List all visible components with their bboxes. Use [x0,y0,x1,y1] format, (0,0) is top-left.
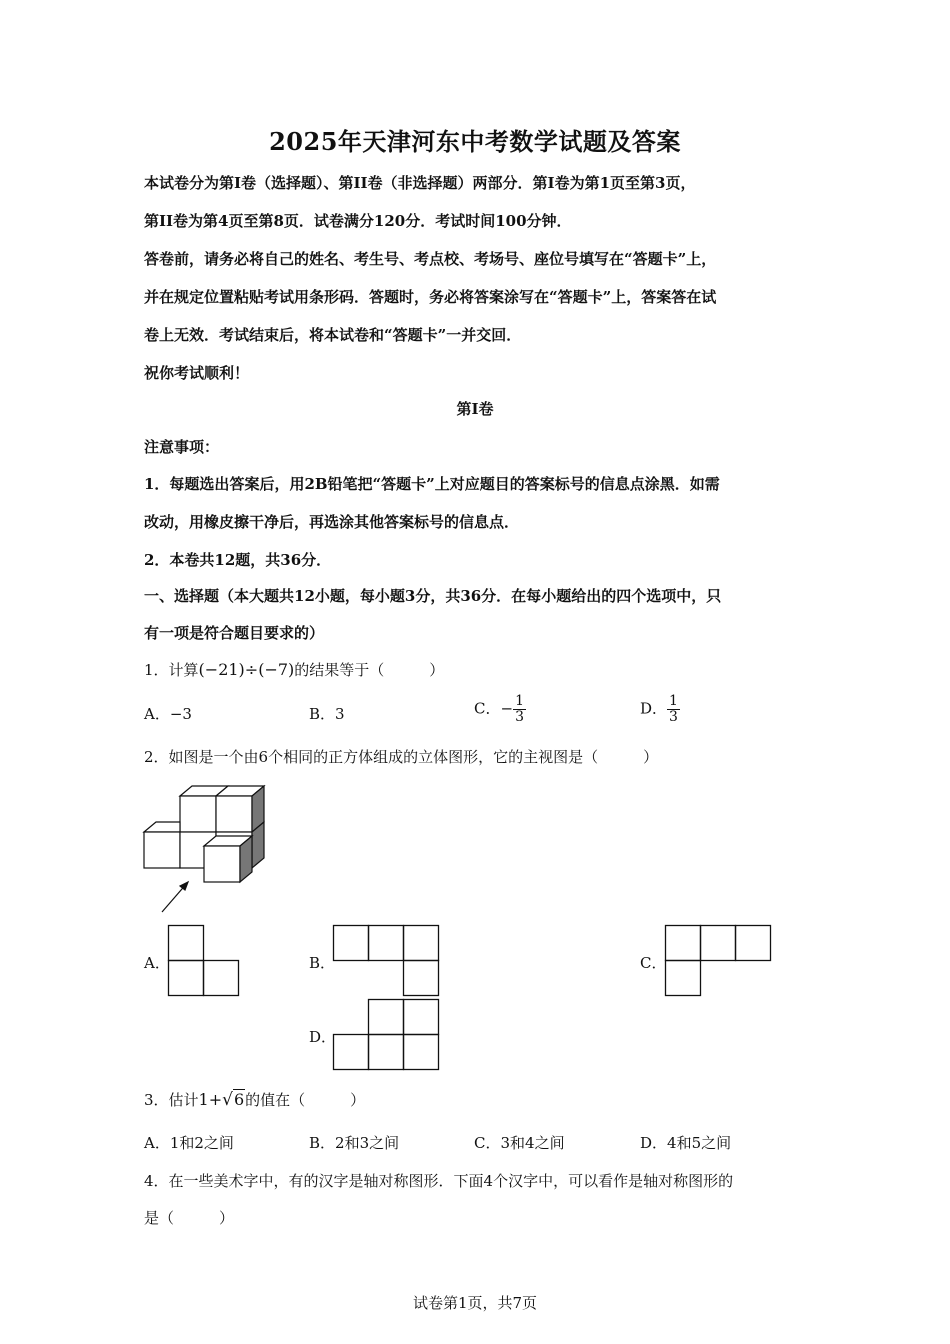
q2-option-c-view[interactable] [665,925,773,997]
question-3: 3．估计1+√6的值在（ ） [144,1090,366,1110]
question-4: 4．在一些美术字中，有的汉字是轴对称图形．下面4个汉字中，可以看作是轴对称图形的 [144,1172,734,1190]
question-4-cont: 是（ ） [144,1209,235,1227]
q1-option-a[interactable]: A．−3 [144,705,192,723]
q2-option-d-label[interactable]: D． [309,1028,337,1046]
fraction: $\frac{1}{3}$ [515,693,524,725]
fraction: $\frac{1}{3}$ [669,693,678,725]
q2-option-c-label[interactable]: C． [640,954,667,972]
q1-option-b[interactable]: B．3 [309,705,345,723]
q2-option-b-label[interactable]: B． [309,954,336,972]
part-one-heading: 有一项是符合题目要求的） [144,624,325,642]
intro-line: 卷上无效．考试结束后，将本试卷和“答题卡”一并交回． [144,326,522,344]
q3-option-d[interactable]: D．4和5之间 [640,1134,732,1152]
notes-heading: 注意事项： [144,438,220,456]
intro-line: 答卷前，请务必将自己的姓名、考生号、考点校、考场号、座位号填写在“答题卡”上， [144,250,717,268]
note-line: 2．本卷共12题，共36分． [144,551,332,569]
q1-option-c[interactable]: C．− $\frac{1}{3}$ [474,693,524,725]
cube-figure [140,784,275,924]
intro-line: 并在规定位置粘贴考试用条形码．答题时，务必将答案涂写在“答题卡”上，答案答在试 [144,288,717,306]
q2-option-a-label[interactable]: A． [144,954,170,972]
q3-option-a[interactable]: A．1和2之间 [144,1134,234,1152]
page-title: 2025年天津河东中考数学试题及答案 [269,127,681,156]
section-title: 第I卷 [456,400,494,418]
note-line: 1．每题选出答案后，用2B铅笔把“答题卡”上对应题目的答案标号的信息点涂黑．如需 [144,475,720,493]
question-1: 1．计算(−21)÷(−7)的结果等于（ ） [144,660,445,679]
q1-expression: (−21)÷(−7) [198,660,295,679]
intro-line: 祝你考试顺利！ [144,364,250,382]
intro-line: 本试卷分为第I卷（选择题）、第II卷（非选择题）两部分．第I卷为第1页至第3页， [144,174,696,192]
q2-option-a-view[interactable] [168,925,240,997]
q3-option-b[interactable]: B．2和3之间 [309,1134,400,1152]
q3-option-c[interactable]: C．3和4之间 [474,1134,565,1152]
radical-sign: √ [222,1090,233,1110]
note-line: 改动，用橡皮擦干净后，再选涂其他答案标号的信息点． [144,513,520,531]
q2-option-d-view[interactable] [333,999,441,1071]
q2-option-b-view[interactable] [333,925,441,997]
intro-line: 第II卷为第4页至第8页．试卷满分120分．考试时间100分钟． [144,212,572,230]
question-2: 2．如图是一个由6个相同的正方体组成的立体图形，它的主视图是（ ） [144,748,659,766]
part-one-heading: 一、选择题（本大题共12小题，每小题3分，共36分．在每小题给出的四个选项中，只 [144,587,722,605]
q1-option-d[interactable]: D． $\frac{1}{3}$ [640,693,678,725]
page-footer: 试卷第1页，共7页 [412,1294,538,1312]
